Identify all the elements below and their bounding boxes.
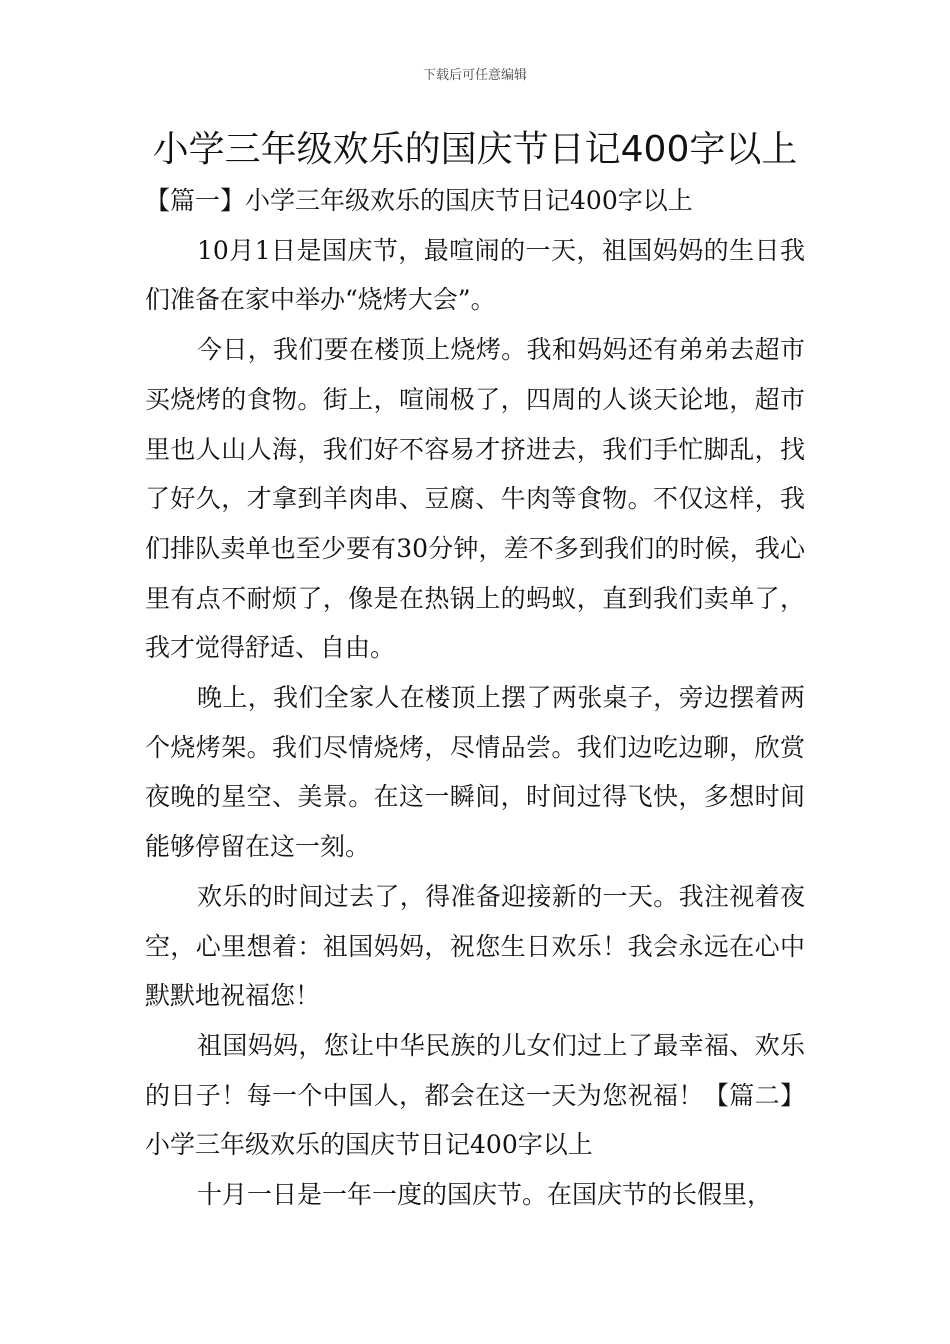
paragraph: 10月1日是国庆节，最喧闹的一天，祖国妈妈的生日我们准备在家中举办“烧烤大会”。 xyxy=(145,235,805,315)
paragraph: 祖国妈妈，您让中华民族的儿女们过上了最幸福、欢乐的日子！每一个中国人，都会在这一天为您祝福！【篇二】小学三年级欢乐的国庆节日记400字以上 xyxy=(145,1030,805,1160)
document-title: 小学三年级欢乐的国庆节日记400字以上 xyxy=(152,129,798,170)
paragraph: 欢乐的时间过去了，得准备迎接新的一天。我注视着夜空，心里想着：祖国妈妈，祝您生日欢乐！我会永远在心中默默地祝福您！ xyxy=(145,881,805,1011)
paragraph: 晚上，我们全家人在楼顶上摆了两张桌子，旁边摆着两个烧烤架。我们尽情烧烤，尽情品尝。我们边吃边聊，欣赏夜晚的星空、美景。在这一瞬间，时间过得飞快，多想时间能够停留在这一刻。 xyxy=(145,683,805,862)
header-note: 下载后可任意编辑 xyxy=(422,68,527,83)
section-heading: 【篇一】小学三年级欢乐的国庆节日记400字以上 xyxy=(145,186,693,215)
paragraph: 今日，我们要在楼顶上烧烤。我和妈妈还有弟弟去超市买烧烤的食物。街上，喧闹极了，四周的人谈天论地，超市里也人山人海，我们好不容易才挤进去，我们手忙脚乱，找了好久，才拿到羊肉串、豆腐、牛肉等食物。不仅这样，我们排队卖单也至少要有30分钟，差不多到我们的时候，我心里有点不耐烦了，像是在热锅上的蚂蚁，直到我们卖单了，我才觉得舒适、自由。 xyxy=(145,335,805,663)
paragraph: 十月一日是一年一度的国庆节。在国庆节的长假里， xyxy=(197,1180,773,1210)
document-body xyxy=(145,176,805,1220)
